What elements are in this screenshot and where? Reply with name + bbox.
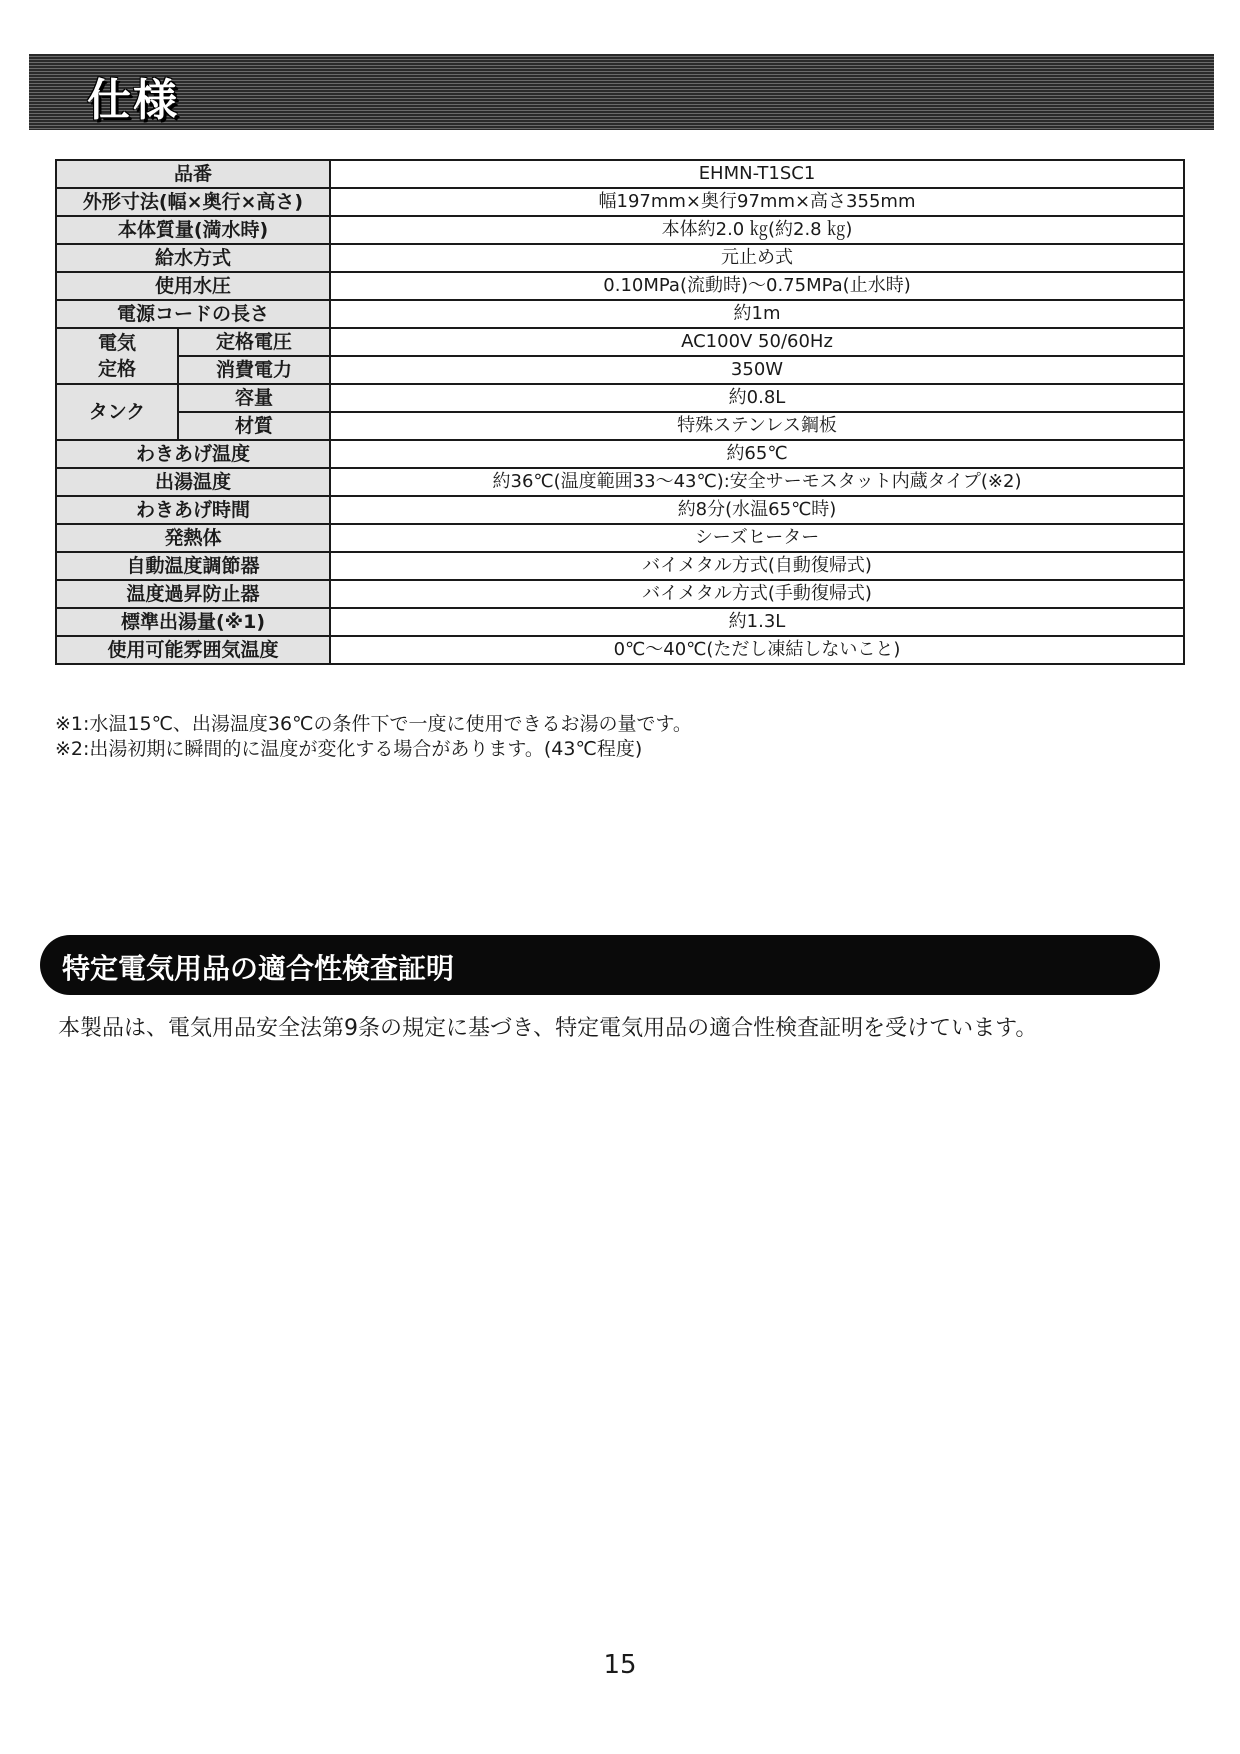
table-row <box>56 356 1184 384</box>
row-value: バイメタル方式(自動復帰式) <box>330 552 1184 580</box>
table-row <box>56 412 1184 440</box>
section-header <box>40 935 1160 995</box>
table-row <box>56 608 1184 636</box>
header-band <box>29 54 1214 130</box>
footnote: ※2:出湯初期に瞬間的に温度が変化する場合があります。(43℃程度) <box>55 738 643 760</box>
table-row <box>56 524 1184 552</box>
row-value: 350W <box>330 356 1184 384</box>
table-row <box>56 384 1184 412</box>
row-label: 給水方式 <box>56 244 330 272</box>
page-number: 15 <box>603 1650 637 1680</box>
row-value: 約1.3L <box>330 608 1184 636</box>
table-row <box>56 272 1184 300</box>
spec-table <box>55 159 1185 665</box>
row-label: 品番 <box>56 160 330 188</box>
row-label: 外形寸法(幅×奥行×高さ) <box>56 188 330 216</box>
row-label: 電源コードの長さ <box>56 300 330 328</box>
row-value: 元止め式 <box>330 244 1184 272</box>
row-value: 幅197mm×奥行97mm×高さ355mm <box>330 188 1184 216</box>
group-label-tank: タンク <box>56 384 178 440</box>
table-row <box>56 580 1184 608</box>
row-label: 使用水圧 <box>56 272 330 300</box>
row-value: 約36℃(温度範囲33〜43℃):安全サーモスタット内蔵タイプ(※2) <box>330 468 1184 496</box>
row-value: AC100V 50/60Hz <box>330 328 1184 356</box>
row-label: 発熱体 <box>56 524 330 552</box>
group-label-electric <box>56 328 178 384</box>
row-label: 使用可能雰囲気温度 <box>56 636 330 664</box>
row-label: 本体質量(満水時) <box>56 216 330 244</box>
table-row <box>56 244 1184 272</box>
row-value: 約1m <box>330 300 1184 328</box>
section-title: 特定電気用品の適合性検査証明 <box>62 952 455 985</box>
footnotes <box>55 712 692 762</box>
table-row <box>56 468 1184 496</box>
row-label: 出湯温度 <box>56 468 330 496</box>
row-label: わきあげ温度 <box>56 440 330 468</box>
row-label: 定格電圧 <box>178 328 330 356</box>
row-label: 材質 <box>178 412 330 440</box>
table-row <box>56 496 1184 524</box>
row-value: EHMN-T1SC1 <box>330 160 1184 188</box>
row-label: 温度過昇防止器 <box>56 580 330 608</box>
group-label-text: 電気定格 <box>97 332 136 380</box>
row-value: 約65℃ <box>330 440 1184 468</box>
table-row <box>56 188 1184 216</box>
footnote: ※1:水温15℃、出湯温度36℃の条件下で一度に使用できるお湯の量です。 <box>55 713 692 735</box>
table-row <box>56 160 1184 188</box>
row-value: 0.10MPa(流動時)〜0.75MPa(止水時) <box>330 272 1184 300</box>
row-label: 容量 <box>178 384 330 412</box>
table-row <box>56 328 1184 356</box>
row-label: 自動温度調節器 <box>56 552 330 580</box>
row-value: 約0.8L <box>330 384 1184 412</box>
row-label: 消費電力 <box>178 356 330 384</box>
table-row <box>56 636 1184 664</box>
section-body: 本製品は、電気用品安全法第9条の規定に基づき、特定電気用品の適合性検査証明を受けています。 <box>58 1016 1038 1041</box>
row-value: 0℃〜40℃(ただし凍結しないこと) <box>330 636 1184 664</box>
row-value: バイメタル方式(手動復帰式) <box>330 580 1184 608</box>
row-label: 標準出湯量(※1) <box>56 608 330 636</box>
page-title: 仕様 <box>87 75 179 126</box>
table-row <box>56 552 1184 580</box>
row-value: シーズヒーター <box>330 524 1184 552</box>
row-value: 約8分(水温65℃時) <box>330 496 1184 524</box>
table-row <box>56 300 1184 328</box>
row-label: わきあげ時間 <box>56 496 330 524</box>
row-value: 特殊ステンレス鋼板 <box>330 412 1184 440</box>
table-row <box>56 216 1184 244</box>
table-row <box>56 440 1184 468</box>
row-value: 本体約2.0 ㎏(約2.8 ㎏) <box>330 216 1184 244</box>
